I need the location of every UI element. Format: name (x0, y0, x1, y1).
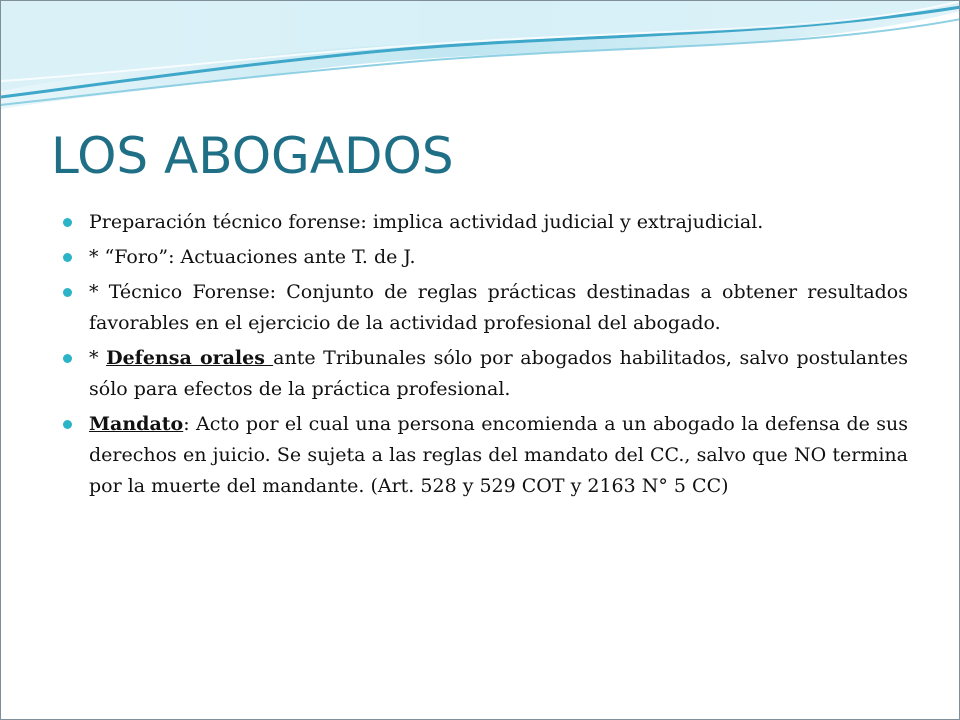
bullet-list (63, 207, 908, 506)
bullet-text: ante Tribunales sólo por abogados habilitados, salvo postulantes sólo para efectos de la práctica profesional. (89, 347, 908, 400)
bullet-item (63, 343, 908, 405)
bullet-dot-icon (63, 354, 72, 363)
bullet-dot-icon (63, 420, 72, 429)
bullet-dot-icon (63, 288, 72, 297)
bullet-item (63, 409, 908, 502)
slide-title: LOS ABOGADOS (51, 127, 454, 185)
bullet-text: : Acto por el cual una persona encomienda a un abogado la defensa de sus derechos en juicio. Se sujeta a las reglas del mandato del CC., salvo que NO termina por la muerte del mandante. (Art. 528 y 529 COT y 2163 N° 5 CC) (89, 413, 908, 497)
bullet-item (63, 207, 908, 238)
bullet-text: * “Foro”: Actuaciones ante T. de J. (89, 246, 416, 268)
bullet-item (63, 277, 908, 339)
bullet-prefix: * (89, 347, 107, 369)
header-wave-decoration (1, 1, 960, 121)
bullet-item (63, 242, 908, 273)
bullet-text: Preparación técnico forense: implica actividad judicial y extrajudicial. (89, 211, 764, 233)
bullet-dot-icon (63, 218, 72, 227)
bullet-dot-icon (63, 253, 72, 262)
bullet-text: * Técnico Forense: Conjunto de reglas prácticas destinadas a obtener resultados favorables en el ejercicio de la actividad profesional del abogado. (89, 281, 908, 334)
underlined-term: Mandato (89, 413, 184, 435)
underlined-term: Defensa orales (106, 347, 274, 369)
